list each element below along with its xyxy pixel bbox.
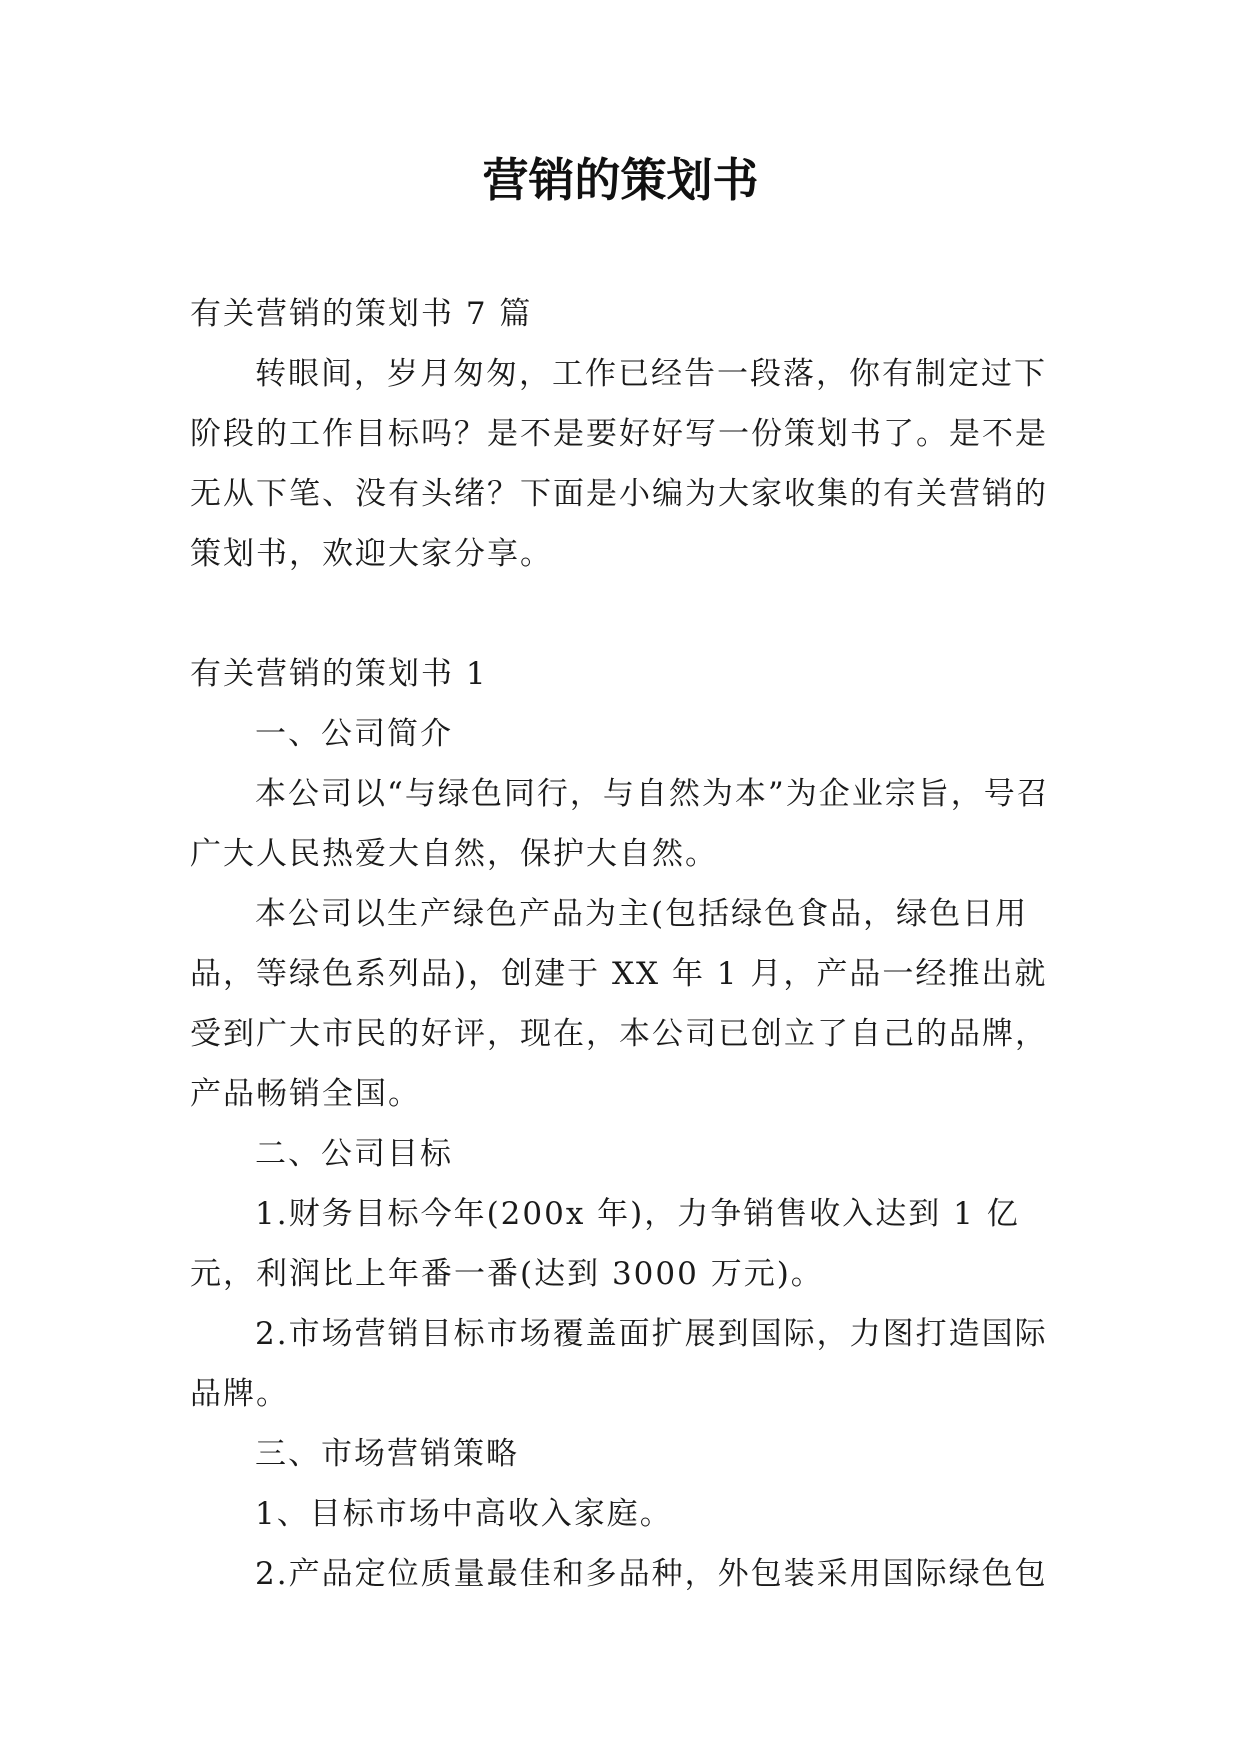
document-subtitle: 有关营销的策划书 7 篇 — [190, 296, 533, 332]
list-item: 1.财务目标今年(200x 年)，力争销售收入达到 1 亿元，利润比上年番一番(达到 3000 万元)。 — [190, 1196, 1020, 1292]
subsection-heading-company-goals: 二、公司目标 — [255, 1136, 453, 1172]
list-item: 2.产品定位质量最佳和多品种，外包装采用国际绿色包 — [255, 1556, 1048, 1592]
body-paragraph: 本公司以生产绿色产品为主(包括绿色食品，绿色日用品，等绿色系列品)，创建于 XX 年 1 月，产品一经推出就受到广大市民的好评，现在，本公司已创立了自己的品牌，产品畅销全国。 — [190, 896, 1048, 1112]
section-heading: 有关营销的策划书 1 — [190, 656, 488, 692]
list-item: 1、目标市场中高收入家庭。 — [255, 1496, 673, 1532]
document-title: 营销的策划书 — [482, 153, 759, 207]
document-body — [190, 284, 1050, 1604]
list-item: 2.市场营销目标市场覆盖面扩展到国际，力图打造国际品牌。 — [190, 1316, 1048, 1412]
body-paragraph: 本公司以“与绿色同行，与自然为本”为企业宗旨，号召广大人民热爱大自然，保护大自然。 — [190, 776, 1050, 872]
intro-paragraph: 转眼间，岁月匆匆，工作已经告一段落，你有制定过下阶段的工作目标吗？是不是要好好写一份策划书了。是不是无从下笔、没有头绪？下面是小编为大家收集的有关营销的策划书，欢迎大家分享。 — [190, 356, 1048, 572]
subsection-heading-marketing-strategy: 三、市场营销策略 — [255, 1436, 519, 1472]
subsection-heading-company-intro: 一、公司简介 — [255, 716, 453, 752]
paragraph-spacer — [190, 584, 1050, 644]
